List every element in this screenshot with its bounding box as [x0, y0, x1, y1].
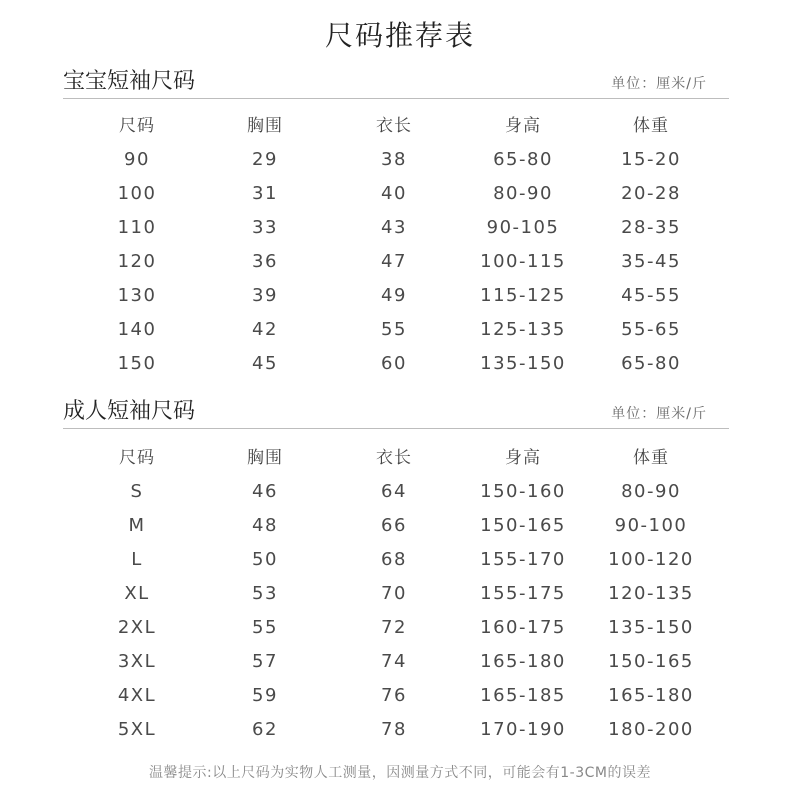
- chest-cell: 36: [252, 251, 278, 272]
- header-cell-chest: 胸围: [247, 448, 283, 468]
- weight-cell: 120-135: [608, 583, 694, 604]
- table-row: [63, 177, 729, 211]
- adult-size-section: [63, 394, 729, 747]
- length-cell: 78: [381, 719, 407, 740]
- weight-cell: 15-20: [621, 149, 681, 170]
- baby-section-header: [63, 64, 729, 99]
- size-cell: 150: [117, 353, 157, 374]
- length-cell: 76: [381, 685, 407, 706]
- size-cell: L: [131, 549, 143, 570]
- weight-cell: 90-100: [614, 515, 688, 536]
- height-cell: 65-80: [493, 149, 553, 170]
- weight-cell: 55-65: [621, 319, 681, 340]
- height-cell: 90-105: [486, 217, 560, 238]
- weight-cell: 45-55: [621, 285, 681, 306]
- chest-cell: 50: [252, 549, 278, 570]
- weight-cell: 65-80: [621, 353, 681, 374]
- size-cell: 140: [117, 319, 157, 340]
- table-header-row: [63, 109, 729, 143]
- weight-cell: 35-45: [621, 251, 681, 272]
- table-header-row: [63, 441, 729, 475]
- adult-section-title: 成人短袖尺码: [63, 399, 196, 424]
- chest-cell: 59: [252, 685, 278, 706]
- size-cell: 5XL: [117, 719, 157, 740]
- chest-cell: 46: [252, 481, 278, 502]
- header-cell-height: 身高: [505, 448, 541, 468]
- height-cell: 155-175: [480, 583, 566, 604]
- measurement-note: 温馨提示:以上尺码为实物人工测量，因测量方式不同，可能会有1-3CM的误差: [149, 765, 651, 781]
- height-cell: 150-160: [480, 481, 566, 502]
- chest-cell: 55: [252, 617, 278, 638]
- header-cell-length: 衣长: [376, 448, 412, 468]
- table-row: [63, 509, 729, 543]
- size-cell: 110: [117, 217, 157, 238]
- table-row: [63, 543, 729, 577]
- height-cell: 125-135: [480, 319, 566, 340]
- chest-cell: 45: [252, 353, 278, 374]
- length-cell: 55: [381, 319, 407, 340]
- size-cell: 3XL: [117, 651, 157, 672]
- size-cell: 2XL: [117, 617, 157, 638]
- height-cell: 115-125: [480, 285, 566, 306]
- table-row: [63, 347, 729, 381]
- weight-cell: 80-90: [621, 481, 681, 502]
- size-cell: 90: [124, 149, 150, 170]
- length-cell: 66: [381, 515, 407, 536]
- header-cell-size: 尺码: [119, 116, 155, 136]
- length-cell: 38: [381, 149, 407, 170]
- baby-unit-label: 单位：厘米/斤: [611, 76, 707, 92]
- height-cell: 135-150: [480, 353, 566, 374]
- height-cell: 170-190: [480, 719, 566, 740]
- header-cell-weight: 体重: [633, 448, 669, 468]
- height-cell: 80-90: [493, 183, 553, 204]
- chest-cell: 42: [252, 319, 278, 340]
- size-cell: S: [130, 481, 144, 502]
- header-cell-length: 衣长: [376, 116, 412, 136]
- chest-cell: 48: [252, 515, 278, 536]
- table-row: [63, 577, 729, 611]
- chest-cell: 39: [252, 285, 278, 306]
- table-row: [63, 211, 729, 245]
- table-row: [63, 313, 729, 347]
- header-cell-chest: 胸围: [247, 116, 283, 136]
- table-row: [63, 713, 729, 747]
- weight-cell: 165-180: [608, 685, 694, 706]
- size-cell: 100: [117, 183, 157, 204]
- weight-cell: 20-28: [621, 183, 681, 204]
- length-cell: 64: [381, 481, 407, 502]
- adult-unit-label: 单位：厘米/斤: [611, 406, 707, 422]
- chest-cell: 53: [252, 583, 278, 604]
- size-cell: 130: [117, 285, 157, 306]
- chest-cell: 31: [252, 183, 278, 204]
- table-row: [63, 645, 729, 679]
- baby-section-title: 宝宝短袖尺码: [63, 69, 196, 94]
- weight-cell: 180-200: [608, 719, 694, 740]
- length-cell: 68: [381, 549, 407, 570]
- height-cell: 150-165: [480, 515, 566, 536]
- weight-cell: 150-165: [608, 651, 694, 672]
- size-cell: XL: [124, 583, 150, 604]
- header-cell-height: 身高: [505, 116, 541, 136]
- page-title: 尺码推荐表: [324, 19, 475, 52]
- table-row: [63, 679, 729, 713]
- size-cell: 120: [117, 251, 157, 272]
- header-cell-weight: 体重: [633, 116, 669, 136]
- table-row: [63, 475, 729, 509]
- chest-cell: 33: [252, 217, 278, 238]
- length-cell: 72: [381, 617, 407, 638]
- adult-size-table: [63, 441, 729, 747]
- size-cell: M: [128, 515, 146, 536]
- height-cell: 100-115: [480, 251, 566, 272]
- height-cell: 165-185: [480, 685, 566, 706]
- table-row: [63, 611, 729, 645]
- length-cell: 43: [381, 217, 407, 238]
- weight-cell: 28-35: [621, 217, 681, 238]
- chest-cell: 57: [252, 651, 278, 672]
- height-cell: 155-170: [480, 549, 566, 570]
- chest-cell: 29: [252, 149, 278, 170]
- length-cell: 60: [381, 353, 407, 374]
- table-row: [63, 279, 729, 313]
- adult-section-header: [63, 394, 729, 429]
- weight-cell: 135-150: [608, 617, 694, 638]
- table-row: [63, 143, 729, 177]
- table-row: [63, 245, 729, 279]
- baby-size-table: [63, 109, 729, 381]
- length-cell: 74: [381, 651, 407, 672]
- height-cell: 160-175: [480, 617, 566, 638]
- length-cell: 40: [381, 183, 407, 204]
- header-cell-size: 尺码: [119, 448, 155, 468]
- weight-cell: 100-120: [608, 549, 694, 570]
- baby-size-section: [63, 64, 729, 381]
- length-cell: 49: [381, 285, 407, 306]
- length-cell: 47: [381, 251, 407, 272]
- chest-cell: 62: [252, 719, 278, 740]
- length-cell: 70: [381, 583, 407, 604]
- height-cell: 165-180: [480, 651, 566, 672]
- size-cell: 4XL: [117, 685, 157, 706]
